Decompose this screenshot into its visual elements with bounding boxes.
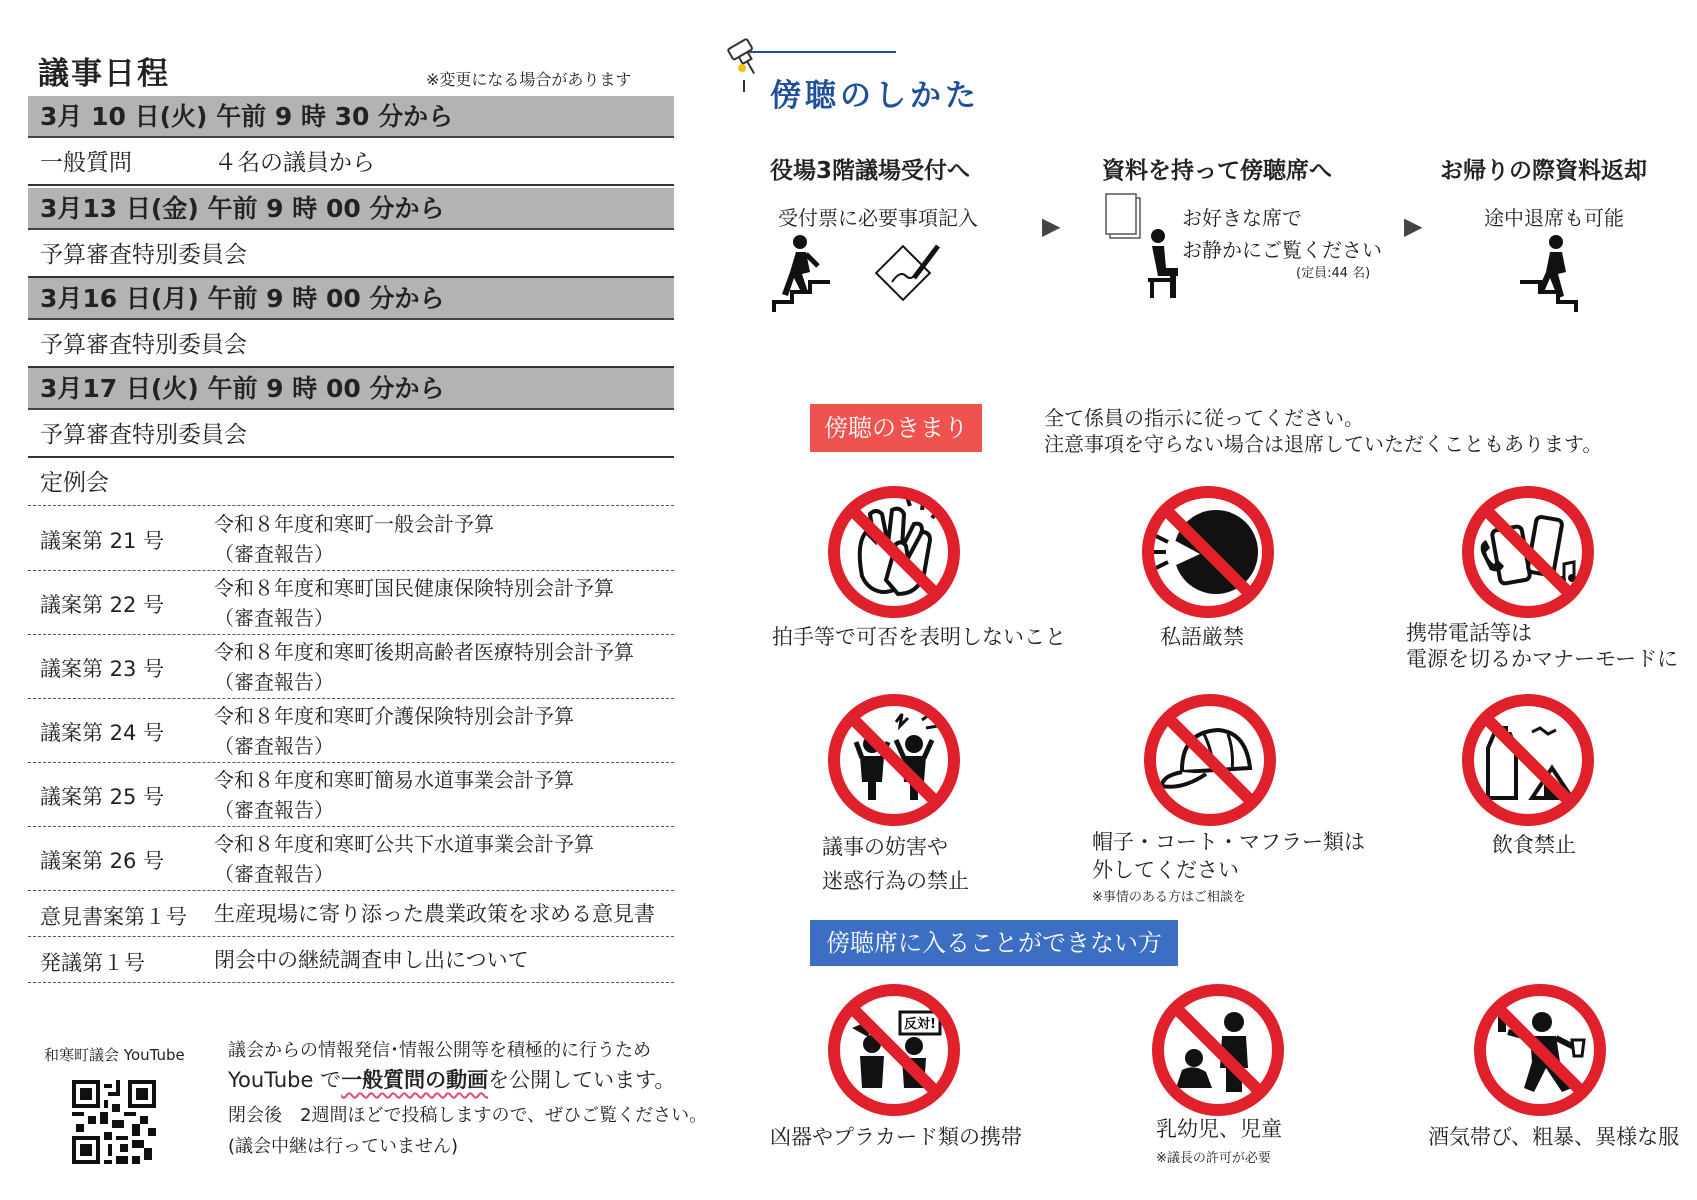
- schedule-row: [28, 460, 674, 506]
- no-drunk-person-icon: [1472, 982, 1608, 1118]
- bill-row: [28, 827, 674, 891]
- rules-badge: 傍聴のきまり: [810, 404, 982, 452]
- step-title: 資料を持って傍聴席へ: [1102, 158, 1332, 184]
- rule-caption: 拍手等で可否を表明しないこと: [772, 625, 1066, 649]
- rule-caption: 議事の妨害や 迷惑行為の禁止: [822, 835, 969, 893]
- date-bar: 3月16 日(月) 午前 9 時 00 分から: [28, 278, 674, 320]
- bill-number: 議案第 24 号: [40, 721, 165, 745]
- schedule-row: [28, 322, 674, 368]
- no-talking-icon: [1140, 484, 1276, 620]
- youtube-info-line: 閉会後 2週間ほどで投稿しますので、ぜひご覧ください。: [228, 1105, 708, 1126]
- schedule-row: [28, 412, 674, 458]
- noentry-caption: 乳幼児、児童: [1156, 1117, 1282, 1141]
- step-text: お静かにご覧ください: [1182, 238, 1382, 262]
- noentry-badge: 傍聴席に入ることができない方: [810, 920, 1178, 966]
- schedule-title: 議事日程: [38, 56, 170, 92]
- rule-caption: 私語厳禁: [1160, 625, 1244, 649]
- no-clapping-icon: [826, 484, 962, 620]
- schedule-note: ※変更になる場合があります: [426, 70, 632, 89]
- bill-name: 閉会中の継続調査申し出について: [214, 948, 529, 972]
- bill-number: 意見書案第１号: [40, 905, 187, 929]
- bill-row: [28, 571, 674, 635]
- rules-line: 全て係員の指示に従ってください。: [1044, 406, 1364, 430]
- rule-caption: 飲食禁止: [1492, 833, 1576, 857]
- step-text: お好きな席で: [1182, 206, 1302, 230]
- row-label: 一般質問: [40, 150, 132, 176]
- placard-text: 反対!: [904, 1017, 936, 1032]
- bill-number: 発議第１号: [40, 951, 145, 975]
- date-bar: 3月13 日(金) 午前 9 時 00 分から: [28, 188, 674, 230]
- bill-name: 令和８年度和寒町介護保険特別会計予算 （審査報告）: [214, 704, 574, 758]
- step-title: お帰りの際資料返却: [1440, 158, 1647, 184]
- bill-row: [28, 507, 674, 571]
- flow-arrow-icon: ▶: [1042, 212, 1061, 240]
- bill-name: 令和８年度和寒町公共下水道事業会計予算 （審査報告）: [214, 832, 594, 886]
- rule-caption: 帽子・コート・マフラー類は 外してください ※事情のある方はご相談を: [1092, 828, 1365, 912]
- schedule-row: [28, 140, 674, 186]
- qr-code-icon[interactable]: [72, 1080, 156, 1164]
- stairs-walking-icon: [772, 234, 842, 314]
- rule-caption: 携帯電話等は 電源を切るかマナーモードに: [1406, 621, 1679, 671]
- bill-name: 生産現場に寄り添った農業政策を求める意見書: [214, 902, 655, 926]
- row-label: 予算審査特別委員会: [40, 422, 247, 448]
- rule-note: ※事情のある方はご相談を: [1092, 890, 1246, 905]
- step-text: 途中退席も可能: [1484, 206, 1624, 230]
- howto-title: 傍聴のしかた: [770, 78, 980, 114]
- bill-name: 令和８年度和寒町後期高齢者医療特別会計予算 （審査報告）: [214, 640, 634, 694]
- no-food-drink-icon: [1460, 692, 1596, 828]
- seated-person-icon: [1144, 228, 1184, 300]
- stairs-down-icon: [1518, 234, 1584, 314]
- date-bar: 3月 10 日(火) 午前 9 時 30 分から: [28, 96, 674, 138]
- date-bar: 3月17 日(火) 午前 9 時 00 分から: [28, 368, 674, 410]
- youtube-label: 和寒町議会 YouTube: [44, 1046, 185, 1064]
- bill-name: 令和８年度和寒町簡易水道事業会計予算 （審査報告）: [214, 768, 574, 822]
- no-mobile-phone-icon: [1460, 484, 1596, 620]
- documents-icon: [1104, 192, 1144, 240]
- noentry-note: ※議長の許可が必要: [1156, 1151, 1271, 1166]
- row-label: 予算審査特別委員会: [40, 242, 247, 268]
- bill-row: [28, 635, 674, 699]
- bill-row: [28, 937, 674, 983]
- flow-arrow-icon: ▶: [1404, 212, 1423, 240]
- bill-number: 議案第 22 号: [40, 593, 165, 617]
- writing-pen-icon: [874, 240, 940, 306]
- bill-name: 令和８年度和寒町一般会計予算 （審査報告）: [214, 512, 494, 566]
- bill-number: 議案第 25 号: [40, 785, 165, 809]
- row-detail: ４名の議員から: [214, 150, 375, 176]
- youtube-info-line: (議会中継は行っていません): [228, 1136, 459, 1157]
- bill-number: 議案第 26 号: [40, 849, 165, 873]
- no-child-icon: [1150, 982, 1286, 1118]
- youtube-highlight: 一般質問の動画: [341, 1068, 489, 1092]
- youtube-info-line: 議会からの情報発信･情報公開等を積極的に行うため: [228, 1040, 651, 1061]
- no-placard-icon: [826, 982, 962, 1118]
- no-hat-icon: [1142, 692, 1278, 828]
- noentry-caption: 酒気帯び、粗暴、異様な服: [1428, 1125, 1680, 1149]
- rules-line: 注意事項を守らない場合は退席していただくこともあります。: [1044, 432, 1603, 456]
- bill-row: [28, 891, 674, 937]
- row-label: 定例会: [40, 470, 109, 496]
- step-title: 役場3階議場受付へ: [770, 158, 971, 184]
- no-disturbance-icon: [826, 692, 962, 828]
- noentry-caption: 凶器やプラカード類の携帯: [770, 1125, 1022, 1149]
- bill-number: 議案第 23 号: [40, 657, 165, 681]
- youtube-info-line: YouTube で一般質問の動画を公開しています。: [228, 1068, 676, 1092]
- bill-row: [28, 699, 674, 763]
- step-text: 受付票に必要事項記入: [778, 206, 978, 230]
- capacity-note: (定員:44 名): [1296, 266, 1371, 281]
- bill-row: [28, 763, 674, 827]
- bill-name: 令和８年度和寒町国民健康保険特別会計予算 （審査報告）: [214, 576, 614, 630]
- schedule-row: [28, 232, 674, 278]
- row-label: 予算審査特別委員会: [40, 332, 247, 358]
- bill-number: 議案第 21 号: [40, 529, 165, 553]
